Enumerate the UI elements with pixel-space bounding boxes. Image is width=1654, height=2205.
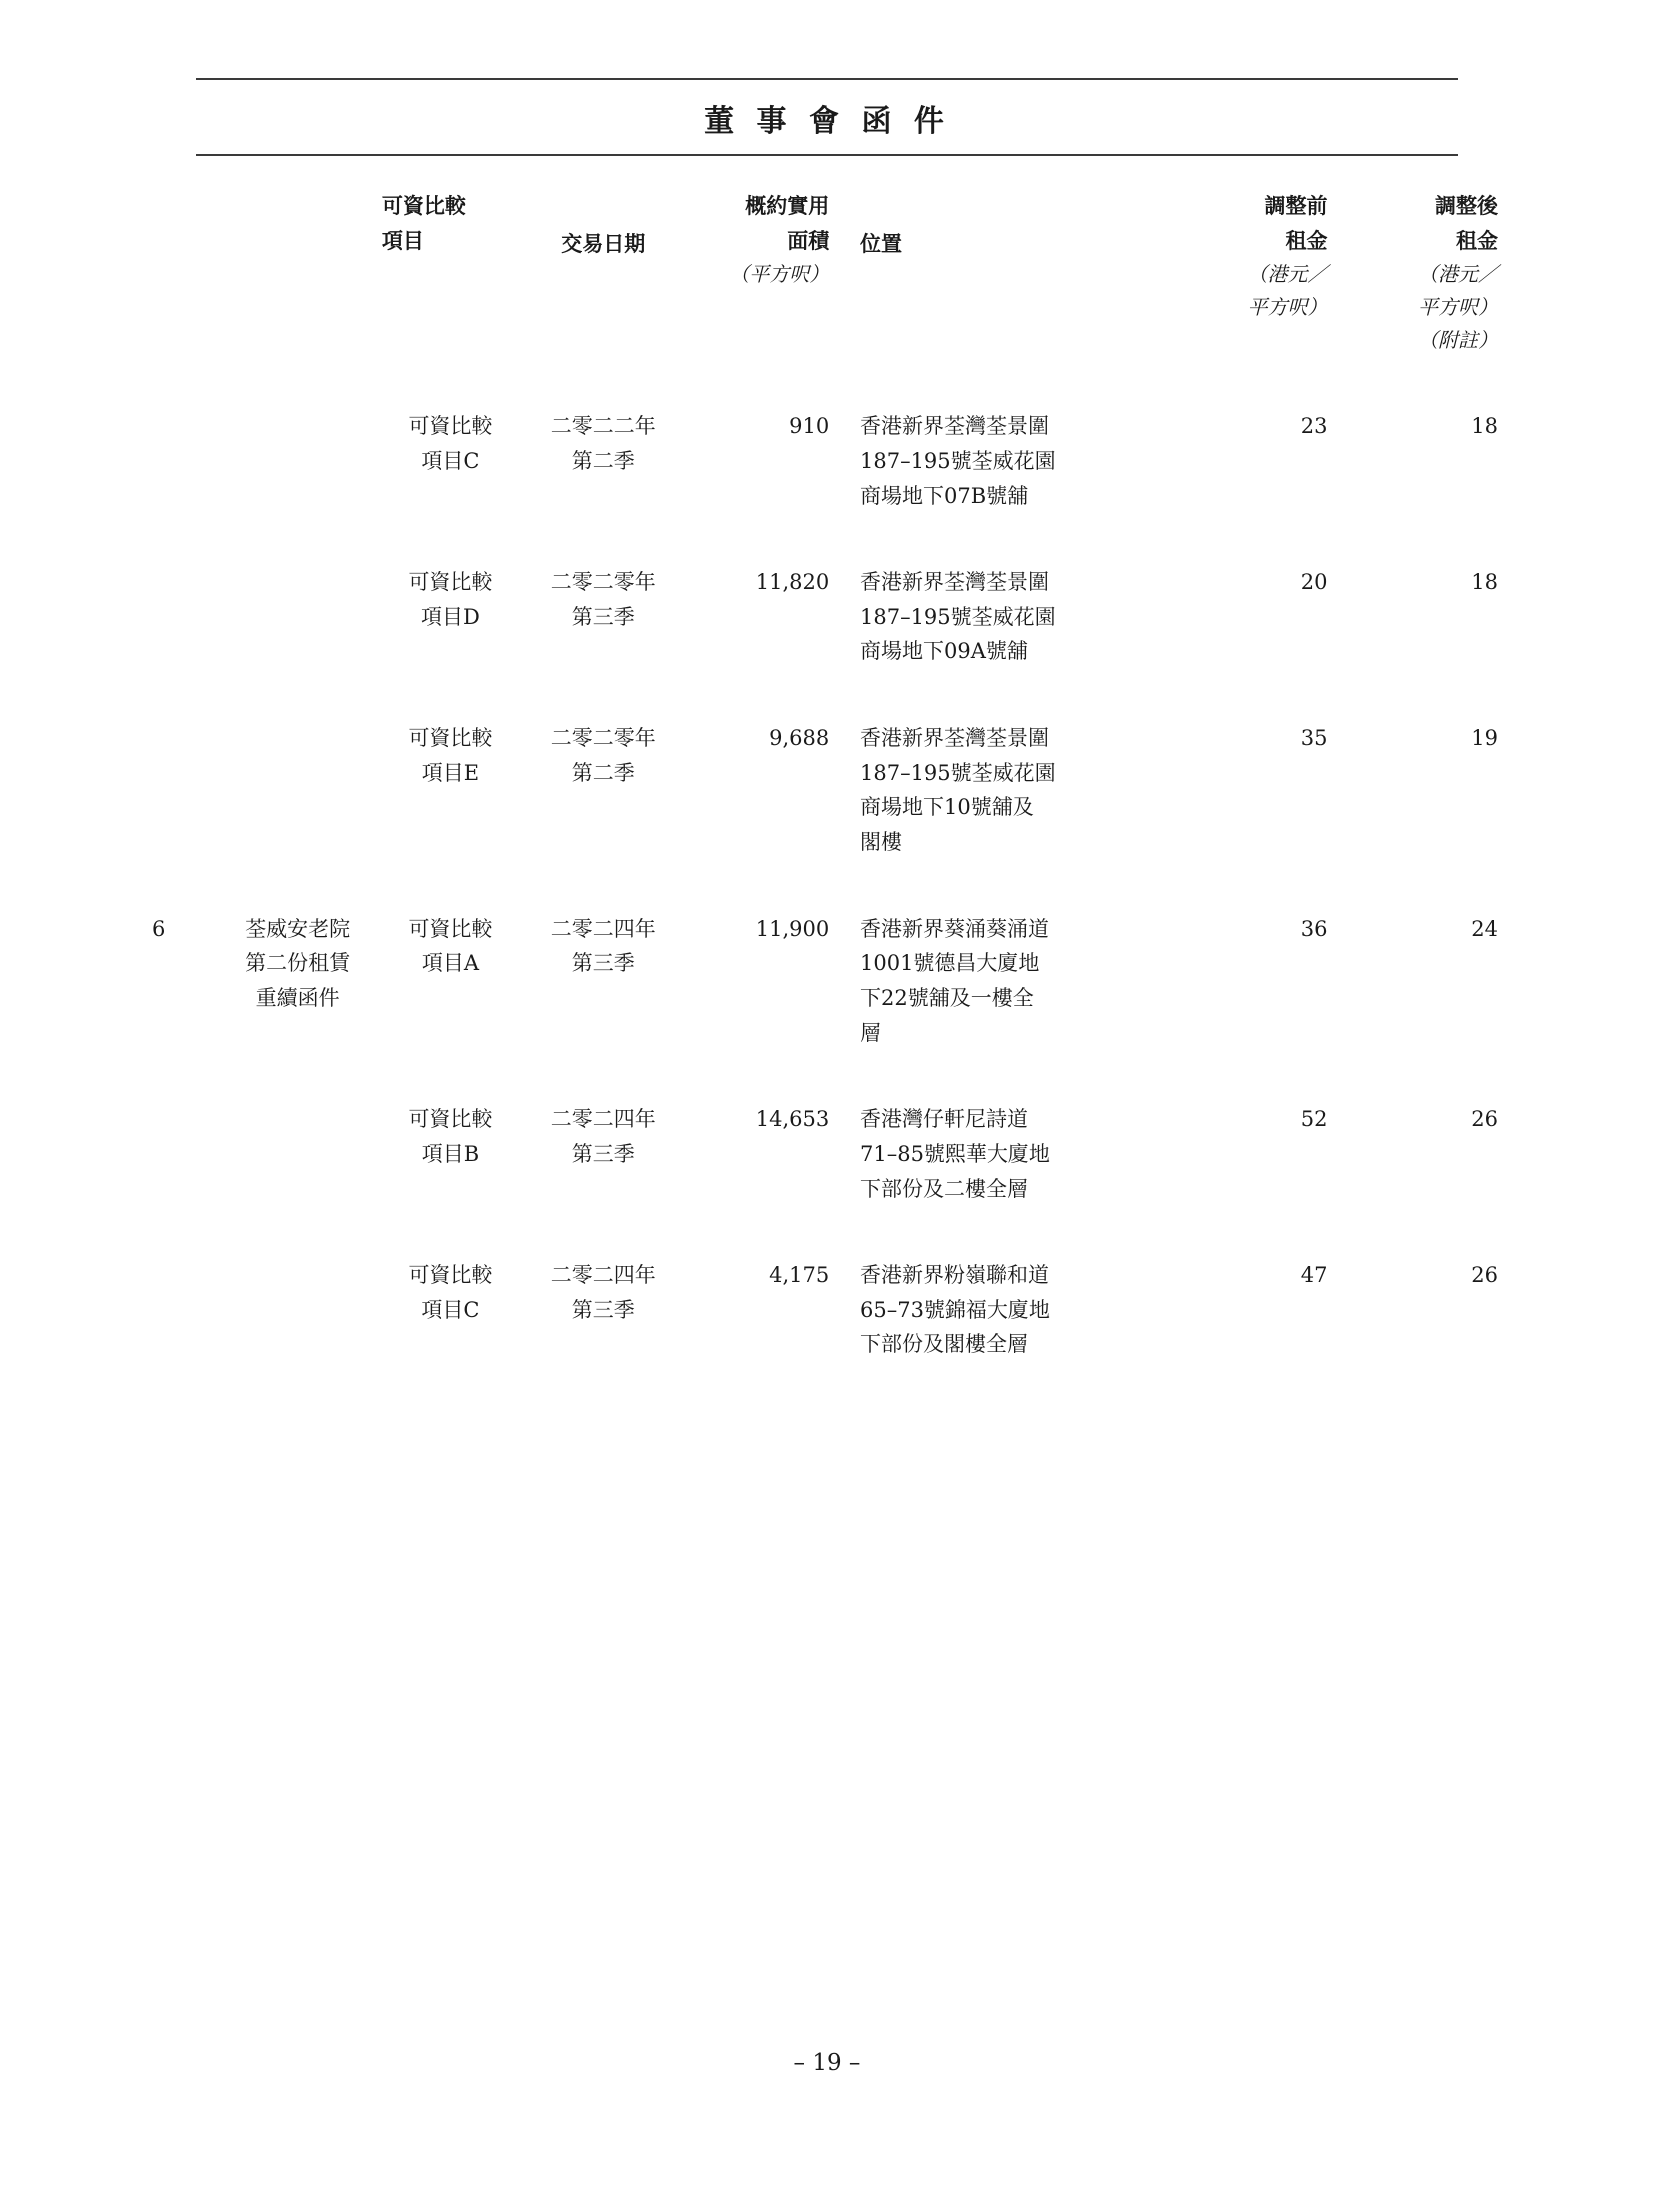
cell-rent-after: 18	[1471, 570, 1498, 595]
comparables-table-wrap	[150, 185, 1510, 1362]
cell-date: 二零二二年 第二季	[550, 414, 656, 473]
cell-date: 二零二四年 第三季	[550, 1263, 656, 1322]
cell-rent-before: 52	[1300, 1107, 1328, 1132]
cell-comparable: 可資比較 項目B	[408, 1107, 493, 1166]
cell-area: 11,900	[755, 916, 830, 941]
cell-date: 二零二四年 第三季	[550, 1107, 656, 1166]
cell-number	[150, 1102, 213, 1206]
cell-rent-after: 26	[1471, 1263, 1498, 1288]
cell-comparable: 可資比較 項目A	[408, 916, 493, 976]
cell-item	[213, 565, 382, 669]
cell-gap	[835, 721, 850, 860]
cell-item	[213, 1102, 382, 1206]
cell-rent-before: 23	[1300, 414, 1328, 439]
cell-date: 二零二零年 第三季	[550, 570, 656, 629]
table-row	[150, 1258, 1510, 1362]
cell-gap	[835, 409, 850, 513]
cell-rent-before: 36	[1300, 916, 1328, 941]
cell-comparable: 可資比較 項目D	[408, 570, 493, 629]
table-row	[150, 912, 1510, 1051]
cell-gap	[835, 1258, 850, 1362]
cell-item	[213, 409, 382, 513]
header-spacer	[150, 361, 1510, 409]
page-footer	[0, 2050, 1654, 2076]
cell-area: 9,688	[769, 726, 830, 751]
row-spacer	[150, 860, 1510, 912]
table-body	[150, 409, 1510, 1362]
cell-comparable: 可資比較 項目E	[408, 726, 493, 785]
col-comparable: 可資比較 項目	[381, 193, 466, 253]
cell-area: 4,175	[769, 1263, 830, 1288]
cell-number	[150, 1258, 213, 1362]
cell-rent-before: 20	[1300, 570, 1328, 595]
row-spacer	[150, 669, 1510, 721]
cell-rent-after: 26	[1471, 1107, 1498, 1132]
cell-date: 二零二零年 第二季	[550, 726, 656, 785]
cell-item: 荃威安老院 第二份租賃 重續函件	[245, 916, 351, 1010]
cell-rent-before: 47	[1300, 1263, 1328, 1288]
header-rule-bottom	[196, 154, 1458, 156]
cell-gap	[835, 912, 850, 1051]
cell-location: 香港新界荃灣荃景圍 187–195號荃威花園 商場地下10號舖及 閣樓	[859, 726, 1056, 855]
cell-rent-after: 19	[1471, 726, 1498, 751]
col-area: 概約實用 面積 （平方呎）	[729, 193, 830, 287]
table-row	[150, 565, 1510, 669]
comparables-table	[150, 185, 1510, 1362]
page-header	[196, 78, 1458, 156]
cell-rent-after: 24	[1471, 916, 1498, 941]
row-spacer	[150, 1206, 1510, 1258]
cell-gap	[835, 1102, 850, 1206]
col-location: 位置	[859, 231, 902, 256]
cell-gap	[835, 565, 850, 669]
cell-location: 香港新界葵涌葵涌道 1001號德昌大廈地 下22號舖及一樓全 層	[859, 916, 1049, 1045]
cell-date: 二零二四年 第三季	[550, 916, 656, 976]
table-row	[150, 1102, 1510, 1206]
cell-comparable: 可資比較 項目C	[408, 414, 493, 473]
cell-comparable: 可資比較 項目C	[408, 1263, 493, 1322]
cell-location: 香港新界粉嶺聯和道 65–73號錦福大廈地 下部份及閣樓全層	[859, 1263, 1050, 1357]
cell-rent-before: 35	[1300, 726, 1328, 751]
cell-area: 14,653	[755, 1107, 830, 1132]
cell-area: 11,820	[755, 570, 830, 595]
cell-item	[213, 721, 382, 860]
col-number	[150, 185, 213, 361]
table-row	[150, 721, 1510, 860]
page-title: 董 事 會 函 件	[704, 104, 950, 139]
cell-rent-after: 18	[1471, 414, 1498, 439]
cell-number: 6	[152, 916, 166, 941]
cell-location: 香港新界荃灣荃景圍 187–195號荃威花園 商場地下09A號舖	[859, 570, 1056, 664]
cell-area: 910	[789, 414, 830, 439]
row-spacer	[150, 513, 1510, 565]
cell-location: 香港新界荃灣荃景圍 187–195號荃威花園 商場地下07B號舖	[859, 414, 1056, 508]
row-spacer	[150, 1050, 1510, 1102]
cell-number	[150, 409, 213, 513]
col-item	[213, 185, 382, 361]
col-rent-before: 調整前 租金 （港元／ 平方呎）	[1247, 193, 1328, 320]
table-row	[150, 409, 1510, 513]
col-date: 交易日期	[561, 231, 646, 256]
cell-number	[150, 721, 213, 860]
col-gap	[835, 185, 850, 361]
col-rent-after: 調整後 租金 （港元／ 平方呎） （附註）	[1418, 193, 1498, 353]
cell-item	[213, 1258, 382, 1362]
table-header-row	[150, 185, 1510, 361]
page-number: – 19 –	[793, 2050, 861, 2076]
cell-number	[150, 565, 213, 669]
cell-location: 香港灣仔軒尼詩道 71–85號熙華大廈地 下部份及二樓全層	[859, 1107, 1050, 1201]
